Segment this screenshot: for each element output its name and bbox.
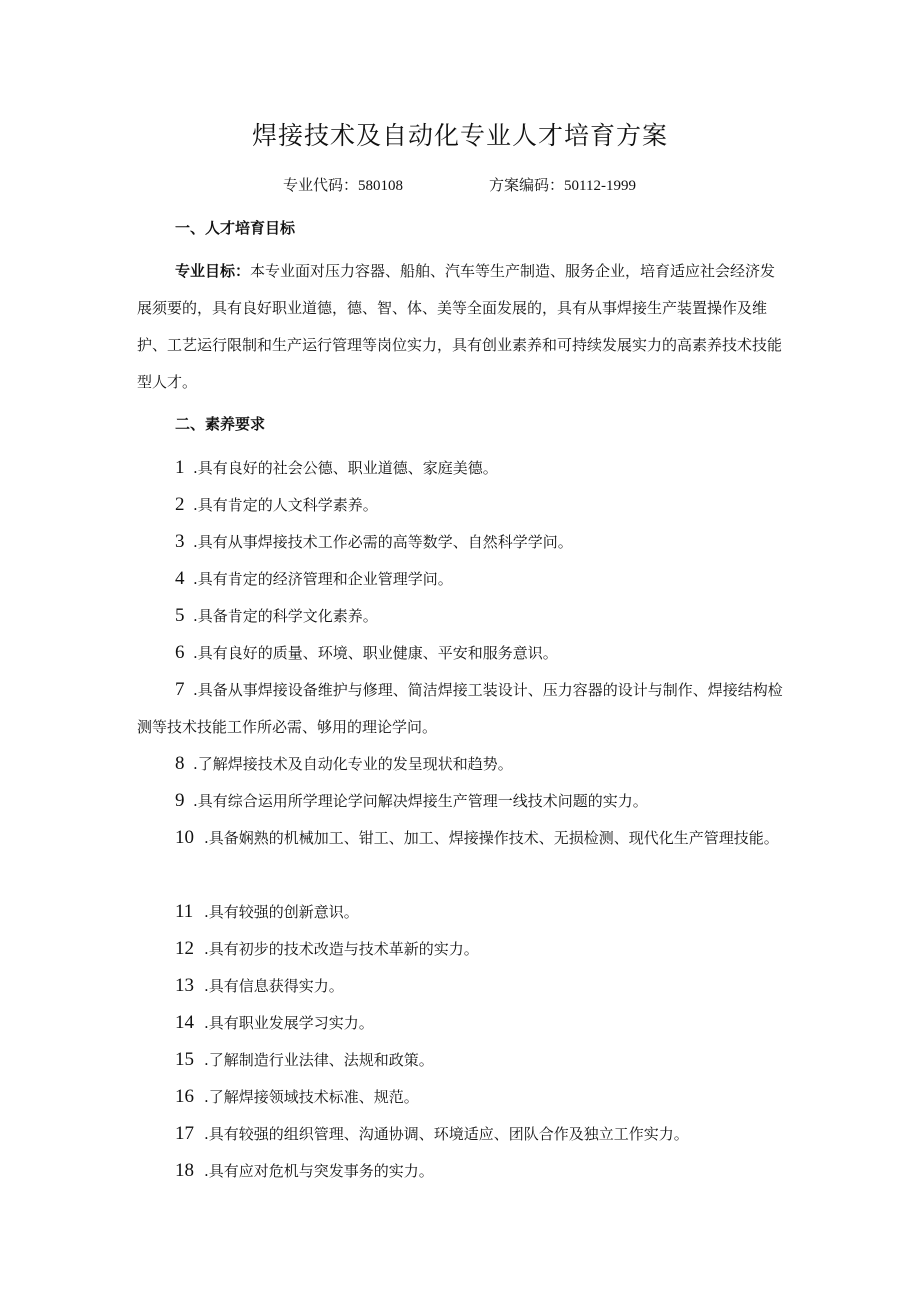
list-item-number: 14	[175, 1012, 194, 1033]
list-item-number: 3	[175, 531, 185, 552]
plan-code-value: 50112-1999	[564, 178, 636, 194]
list-item-text: .具有肯定的人文科学素养。	[193, 496, 378, 514]
list-item	[137, 671, 787, 746]
list-item-number: 13	[175, 975, 194, 996]
list-item-number: 18	[175, 1160, 194, 1181]
list-item-text: .具有从事焊接技术工作必需的高等数学、自然科学学问。	[193, 533, 573, 551]
section-heading-training-goal: 一、人才培育目标	[175, 219, 296, 237]
list-item-text: .具备从事焊接设备维护与修理、简洁焊接工装设计、压力容器的设计与制作、焊接结构检测等技术技能工作所必需、够用的理论学问。	[137, 681, 783, 736]
list-item-text: .具有信息获得实力。	[204, 977, 344, 995]
list-item-text: .具有职业发展学习实力。	[204, 1014, 374, 1032]
list-item-text: .具有较强的组织管理、沟通协调、环境适应、团队合作及独立工作实力。	[204, 1125, 689, 1143]
list-item-text: .了解制造行业法律、法规和政策。	[204, 1051, 434, 1069]
list-item-number: 6	[175, 642, 185, 663]
list-item-text: .具备肯定的科学文化素养。	[193, 607, 378, 625]
plan-code-label: 方案编码：	[489, 176, 565, 194]
list-item-number: 4	[175, 568, 185, 589]
document-title: 焊接技术及自动化专业人才培育方案	[251, 121, 668, 150]
list-item-number: 7	[175, 679, 185, 700]
plan-code	[489, 174, 636, 197]
list-item-number: 17	[175, 1123, 194, 1144]
list-item	[137, 782, 787, 820]
section-heading-quality-requirements: 二、素养要求	[175, 415, 266, 433]
list-item-number: 8	[175, 753, 185, 774]
list-item-text: .具有良好的社会公德、职业道德、家庭美德。	[193, 459, 498, 477]
list-item-text: .具有肯定的经济管理和企业管理学问。	[193, 570, 453, 588]
list-item-text: .了解焊接技术及自动化专业的发呈现状和趋势。	[193, 755, 513, 773]
list-item	[137, 634, 787, 672]
list-item-number: 2	[175, 494, 185, 515]
list-item-text: .具有初步的技术改造与技术革新的实力。	[204, 940, 479, 958]
list-item-text: .具有综合运用所学理论学问解决焊接生产管理一线技术问题的实力。	[193, 792, 648, 810]
list-item	[137, 967, 787, 1005]
list-item-text: .具备娴熟的机械加工、钳工、加工、焊接操作技术、无损检测、现代化生产管理技能。	[204, 829, 779, 847]
major-code	[283, 174, 403, 197]
list-item	[137, 560, 787, 598]
list-item-text: .具有较强的创新意识。	[204, 903, 359, 921]
list-item-number: 9	[175, 790, 185, 811]
list-item	[137, 1078, 787, 1116]
list-item-number: 10	[175, 827, 194, 848]
list-item	[137, 1004, 787, 1042]
major-code-label: 专业代码：	[283, 176, 359, 194]
list-item	[137, 486, 787, 524]
list-item-text: .具有应对危机与突发事务的实力。	[204, 1162, 434, 1180]
training-goal-paragraph	[137, 253, 787, 401]
list-item	[137, 745, 787, 783]
list-item-number: 5	[175, 605, 185, 626]
list-item	[137, 930, 787, 968]
list-item-text: .了解焊接领域技术标准、规范。	[204, 1088, 419, 1106]
list-item	[137, 1152, 787, 1190]
list-item	[137, 597, 787, 635]
list-item	[137, 893, 787, 931]
list-item-number: 12	[175, 938, 194, 959]
list-item-number: 15	[175, 1049, 194, 1070]
list-item-number: 16	[175, 1086, 194, 1107]
major-code-value: 580108	[358, 178, 404, 194]
list-item	[137, 819, 787, 857]
list-item	[137, 1115, 787, 1153]
list-item	[137, 1041, 787, 1079]
list-item-number: 1	[175, 457, 185, 478]
list-item-text: .具有良好的质量、环境、职业健康、平安和服务意识。	[193, 644, 558, 662]
list-item	[137, 449, 787, 487]
list-item	[137, 523, 787, 561]
training-goal-lead: 专业目标：	[175, 262, 251, 280]
list-item-number: 11	[175, 901, 194, 922]
training-goal-body: 本专业面对压力容器、船舶、汽车等生产制造、服务企业，培育适应社会经济发展须要的，具有良好职业道德，德、智、体、美等全面发展的，具有从事焊接生产装置操作及维护、工艺运行限制和生产运行管理等岗位实力，具有创业素养和可持续发展实力的高素养技术技能型人才。	[137, 262, 783, 391]
